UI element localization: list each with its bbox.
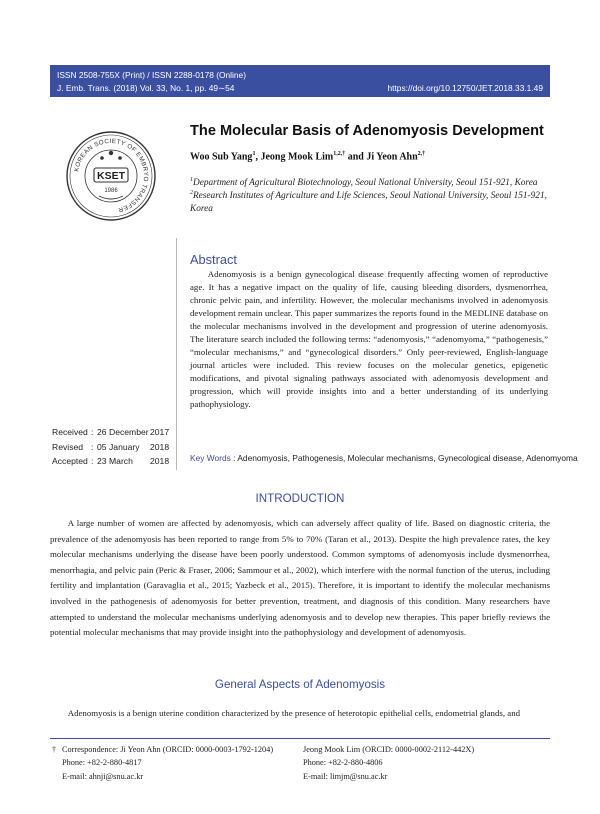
keywords-label: Key Words	[190, 453, 231, 463]
date-month: January	[109, 441, 140, 452]
email-line: E-mail: ahnji@snu.ac.kr	[62, 771, 144, 781]
seal-ring-text: KOREAN SOCIETY OF EMBRYO TRANSFER	[73, 137, 150, 214]
affil-mark: 2	[190, 190, 193, 196]
date-year: 2017	[150, 427, 170, 437]
date-row-revised: Revised : 05 January 2018	[52, 440, 172, 455]
keywords-text: : Adenomyosis, Pathogenesis, Molecular mechanisms, Gynecological disease, Adenomyoma	[233, 453, 578, 463]
date-day: 05	[97, 441, 107, 452]
date-label: Revised	[52, 441, 84, 452]
introduction-heading: INTRODUCTION	[255, 492, 345, 505]
affil-text: Department of Agricultural Biotechnology, Seoul National University, Seoul 151-921, Korea	[193, 178, 538, 189]
author-affil-mark: 1,2,†	[333, 151, 346, 157]
date-month: March	[109, 456, 133, 466]
author-separator: ,	[255, 151, 261, 163]
author-name: Woo Sub Yang	[190, 151, 253, 163]
email-line: E-mail: limjm@snu.ac.kr	[303, 771, 388, 781]
seal-center-text: KSET	[96, 170, 126, 182]
keywords-line	[190, 453, 578, 463]
correspondence-line: Jeong Mook Lim (ORCID: 0000-0002-2112-442X)	[303, 745, 475, 754]
phone-line: Phone: +82-2-880-4817	[62, 758, 142, 768]
journal-citation-line: J. Emb. Trans. (2018) Vol. 33, No. 1, pp. 49∼54	[57, 83, 235, 93]
date-row-received: Received : 26 December 2017	[52, 425, 172, 440]
author-separator: and	[345, 151, 367, 163]
correspondence-left	[52, 743, 274, 783]
abstract-text	[190, 268, 548, 411]
author-list	[190, 151, 425, 162]
date-day: 26	[97, 427, 107, 437]
date-month: December	[109, 427, 149, 437]
kset-seal-logo	[65, 130, 157, 222]
author-affil-mark: 1	[252, 151, 256, 157]
affil-text: Research Institutes of Agriculture and Life Sciences, Seoul National University, Seoul 151-921, Korea	[190, 191, 547, 214]
dagger-mark: †	[52, 745, 56, 754]
correspondence-right	[303, 743, 474, 783]
phone-line: Phone: +82-2-880-4806	[303, 758, 383, 768]
affil-mark: 1	[190, 177, 193, 183]
footnote-rule	[50, 738, 550, 739]
general-aspects-heading: General Aspects of Adenomyosis	[214, 678, 386, 691]
affiliation-2	[190, 187, 550, 215]
general-aspects-text: Adenomyosis is a benign uterine condition characterized by the presence of heterotopic epithelial cells, endometrial glands, and	[67, 708, 521, 718]
author-affil-mark: 2,†	[417, 151, 426, 157]
doi-link[interactable]: https://doi.org/10.12750/JET.2018.33.1.49	[387, 83, 543, 93]
seal-year: 1986	[104, 188, 118, 194]
abstract-heading: Abstract	[190, 252, 237, 267]
abstract-body-text: Adenomyosis is a benign gynecological disease frequently affecting women of reproductive age. It has a negative impact on the quality of life, causing bleeding disorders, dysmenorrhea, chronic pelvic pain, and infertility. However, the molecular mechanisms involved in adenomyosis development remain unclear. This paper summarizes the reports found in the MEDLINE database on the molecular mechanisms involved in the development and progression of uterine adenomyosis. The literature search included the following terms: “adenomyosis,” “adenomyoma,” “pathogenesis,” “molecular mechanisms,” and “gynecological disorders.” Only peer-reviewed, English-language journal articles were included. This review focuses on the molecular genetics, epigenetic modifications, and pivotal signaling pathways associated with adenomyosis development and progression, which will provide insights into and a better understanding of its underlying pathophysiology.	[190, 269, 548, 409]
date-label: Accepted	[52, 456, 88, 466]
correspondence-line: Correspondence: Ji Yeon Ahn (ORCID: 0000-0003-1792-1204)	[62, 745, 274, 754]
date-label: Received	[52, 427, 88, 437]
author-name: Ji Yeon Ahn	[366, 151, 418, 163]
introduction-paragraph	[50, 516, 550, 641]
issn-line: ISSN 2508-755X (Print) / ISSN 2288-0178 (Online)	[57, 70, 246, 80]
article-dates	[52, 425, 172, 469]
journal-header-band	[50, 65, 550, 97]
introduction-text: A large number of women are affected by adenomyosis, which can adversely affect quality of life. Based on diagnostic criteria, the prevalence of the adenomyosis has been reported to range from 5% to 70% (Taran et al., 2013). Despite the high prevalence rates, the key molecular mechanisms underlying the disease have been poorly understood. Common symptoms of adenomyosis include dysmenorrhea, menorrhagia, and pelvic pain (Peric & Fraser, 2006; Sammour et al., 2002), which interfere with the normal function of the uterus, including fertility and implantation (Garavaglia et al., 2015; Yazbeck et al., 2015). Therefore, it is important to identify the molecular mechanisms involved in the pathogenesis of adenomyosis for better prevention, treatment, and diagnosis of this condition. Many researchers have attempted to understand the molecular mechanisms underlying adenomyosis and to develop new therapies. This paper briefly reviews the potential molecular mechanisms that may provide insight into the pathophysiology and development of adenomyosis.	[50, 518, 550, 638]
column-divider	[176, 238, 177, 470]
date-row-accepted: Accepted : 23 March 2018	[52, 454, 172, 469]
date-year: 2018	[150, 456, 170, 466]
date-year: 2018	[150, 441, 170, 452]
date-day: 23	[97, 456, 107, 466]
author-name: Jeong Mook Lim	[260, 151, 334, 163]
article-title: The Molecular Basis of Adenomyosis Development	[190, 123, 544, 139]
general-aspects-paragraph	[50, 706, 550, 722]
